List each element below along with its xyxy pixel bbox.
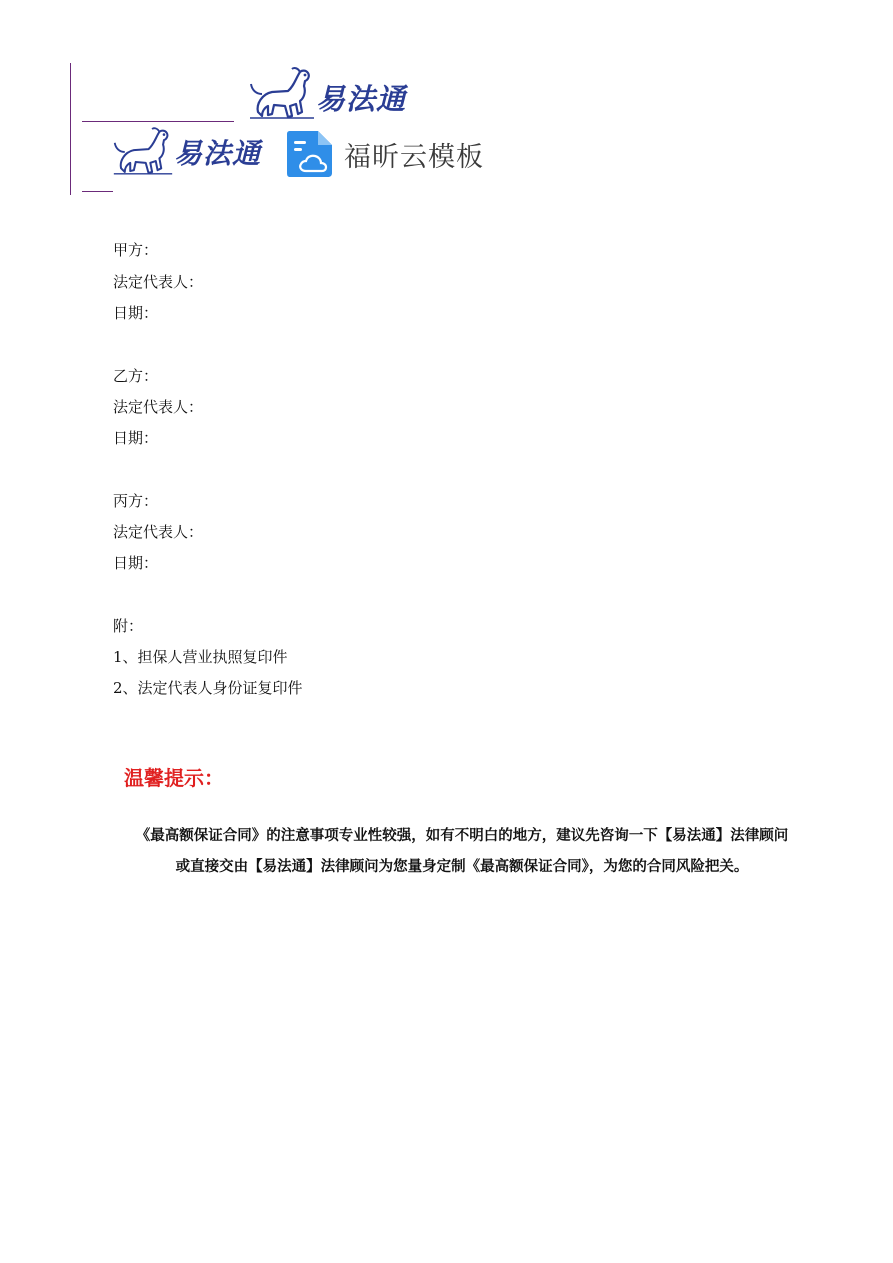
- party-a-date-label: 日期：: [113, 304, 159, 322]
- party-b-label: 乙方：: [113, 367, 159, 385]
- tip-line: 《最高额保证合同》的注意事项专业性较强，如有不明白的地方，建议先咨询一下【易法通】法律顾问: [135, 827, 789, 844]
- tip-body: [100, 820, 824, 882]
- document-cloud-icon: [286, 129, 334, 179]
- header-vertical-rule: [70, 63, 71, 195]
- attachment-item: 1、担保人营业执照复印件: [113, 648, 288, 666]
- party-b-date-label: 日期：: [113, 429, 159, 447]
- party-c-rep-label: 法定代表人：: [113, 523, 204, 541]
- tip-line: 或直接交由【易法通】法律顾问为您量身定制《最高额保证合同》，为您的合同风险把关。: [175, 858, 749, 875]
- attachment-item: 2、法定代表人身份证复印件: [113, 679, 303, 697]
- brand-name-text: 易法通: [174, 137, 262, 170]
- party-a-label: 甲方：: [113, 241, 159, 259]
- header-short-rule: [82, 191, 113, 192]
- yifatong-logo-bottom: [112, 124, 261, 178]
- party-c-label: 丙方：: [113, 492, 159, 510]
- party-c-date-label: 日期：: [113, 554, 159, 572]
- cloud-brand-name: 福昕云模板: [344, 141, 484, 173]
- tip-title: 温馨提示：: [124, 766, 224, 790]
- yifatong-logo-top: [248, 64, 406, 122]
- header-horizontal-rule: [82, 121, 234, 122]
- attachments-label: 附：: [113, 617, 144, 635]
- horse-logo-icon: [248, 64, 316, 122]
- brand-name-text: 易法通: [316, 82, 407, 116]
- foxit-cloud-logo: [286, 129, 484, 179]
- party-b-rep-label: 法定代表人：: [113, 398, 204, 416]
- party-a-rep-label: 法定代表人：: [113, 273, 204, 291]
- horse-logo-icon: [112, 124, 174, 178]
